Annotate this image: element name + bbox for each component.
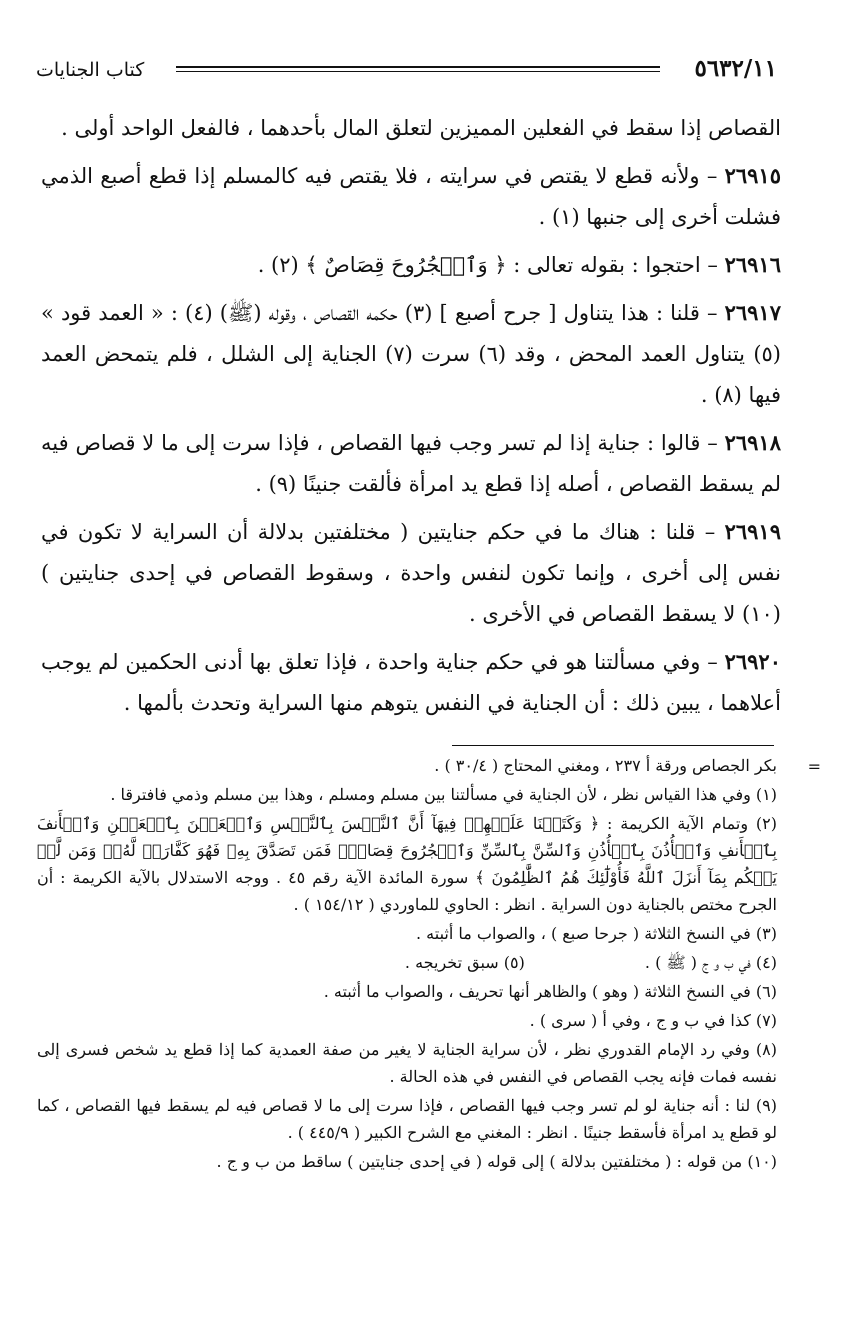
footnote: (٣) في النسخ الثلاثة ( جرحا صبع ) ، والصواب ما أثبته . [416,924,777,943]
paragraph-number: ٢٦٩١٦ [724,252,781,277]
footnote: (٢) وتمام الآية الكريمة : ﴿ وَكَتَبۡنَا عَلَيۡهِمۡ فِيهَآ أَنَّ ٱلنَّفۡسَ بِٱلنَّفۡسِ وَٱلۡعَيۡنَ بِٱلۡعَيۡنِ وَٱلۡأَنفَ بِٱلۡأَنفِ وَٱلۡأُذُنَ بِٱلۡأُذُنِ وَٱلسِّنَّ بِٱلسِّنِّ وَٱلۡجُرُوحَ قِصَاصٌۚ فَمَن تَصَدَّقَ بِهِۦ فَهُوَ كَفَّارَةٞ لَّهُۥۚ وَمَن لَّمۡ يَحۡكُم بِمَآ أَنزَلَ ٱللَّهُ فَأُوْلَٰٓئِكَ هُمُ ٱلظَّٰلِمُونَ ﴾ سورة المائدة الآية رقم ٤٥ . ووجه الاستدلال بالآية الكريمة : أن الجرح مختص بالجناية دون السراية . انظر : الحاوي للماوردي ( ١٥٤/١٢ ) . [37,814,777,914]
book-title: كتاب الجنايات [36,59,145,81]
page-number: ٥٦٣٢/١١ [694,55,777,82]
paragraph-number: ٢٦٩١٨ [724,430,781,455]
paragraph-text: – وفي مسألتنا هو في حكم جناية واحدة ، فإذا تعلق بها أدنى الحكمين لم يوجب أعلاهما ، يبين ذلك : أن الجناية في النفس يتوهم منها السراية وتحدث بألمها . [41,650,781,715]
paragraph [41,107,781,149]
footnote: (٩) لنا : أنه جناية لو لم تسر وجب فيها القصاص ، فإذا سرت إلى ما لا قصاص فيه لم يسقط فيها القصاص ، كما لو قطع يد امرأة فأسقط جنينًا . انظر : المغني مع الشرح الكبير ( ٤٤٥/٩ ) . [37,1096,777,1142]
paragraph-text: – قالوا : جناية إذا لم تسر وجب فيها القصاص ، فإذا سرت إلى ما لا قصاص فيه لم يسقط القصاص ، أصله إذا قطع يد امرأة فألقت جنينًا (٩) . [41,431,781,496]
paragraph [41,292,781,416]
header-rule-thin [176,71,660,72]
paragraph [41,511,781,635]
footnote: (٧) كذا في ب و ج ، وفي أ ( سرى ) . [529,1011,777,1030]
paragraph-text: – قلنا : هناك ما في حكم جنايتين ( مختلفتين بدلالة أن السراية لا تكون في نفس إلى أخرى ، وإنما تكون لنفس واحدة ، وسقوط القصاص في إحدى جنايتين ) (١٠) لا يسقط القصاص في الأخرى . [41,520,781,626]
footnote-continuation-marker: = [807,757,821,776]
footnote: (٦) في النسخ الثلاثة ( وهو ) والظاهر أنها تحريف ، والصواب ما أثبته . [323,982,777,1001]
paragraph-text: القصاص إذا سقط في الفعلين المميزين لتعلق المال بأحدهما ، فالفعل الواحد أولى . [61,116,781,140]
paragraph-text: – احتجوا : بقوله تعالى : ﴿ وَٱلۡجُرُوحَ قِصَاصٌ ﴾ (٢) . [257,253,725,277]
footnote: (١) وفي هذا القياس نظر ، لأن الجناية في مسألتنا بين مسلم ومسلم ، وهذا بين مسلم وذمي فافترقا . [110,785,777,804]
footnote-row [37,949,777,978]
footnote: (٥) سبق تخريجه . [404,953,525,972]
paragraph [41,422,781,505]
main-text [41,107,781,730]
footnote: (١٠) من قوله : ( مختلفتين بدلالة ) إلى قوله ( في إحدى جنايتين ) ساقط من ب و ج . [216,1152,777,1171]
paragraph-text: – قلنا : هذا يتناول [ جرح أصبع ] (٣) حكمه القصاص ، وقوله (ﷺ) (٤) : « العمد قود » (٥) يتناول العمد المحض ، وقد (٦) سرت (٧) الجناية إلى الشلل ، فلم يتمحض العمد فيها (٨) . [41,301,781,407]
paragraph-number: ٢٦٩١٥ [724,163,781,188]
paragraph [41,244,781,286]
paragraph-number: ٢٦٩١٧ [724,300,781,325]
header-rule [176,66,660,68]
footnote: (٤) في ب و ج ( ﷺ ) . [644,953,777,972]
paragraph-number: ٢٦٩٢٠ [724,649,781,674]
footnote: بكر الجصاص ورقة أ ٢٣٧ ، ومغني المحتاج ( ٣٠/٤ ) . [434,756,777,775]
paragraph [41,155,781,238]
paragraph-number: ٢٦٩١٩ [724,519,781,544]
footnotes [37,752,777,1177]
footnote-separator [452,745,774,746]
paragraph [41,641,781,724]
paragraph-text: – ولأنه قطع لا يقتص في سرايته ، فلا يقتص فيه كالمسلم إذا قطع أصبع الذمي فشلت أخرى إلى جنبها (١) . [41,164,781,229]
footnote: (٨) وفي رد الإمام القدوري نظر ، لأن سراية الجناية لا يغير من صفة العمدية كما إذا قطع يد شخص فسرى إلى نفسه فمات فإنه يجب القصاص في النفس في هذه الحالة . [37,1040,777,1086]
